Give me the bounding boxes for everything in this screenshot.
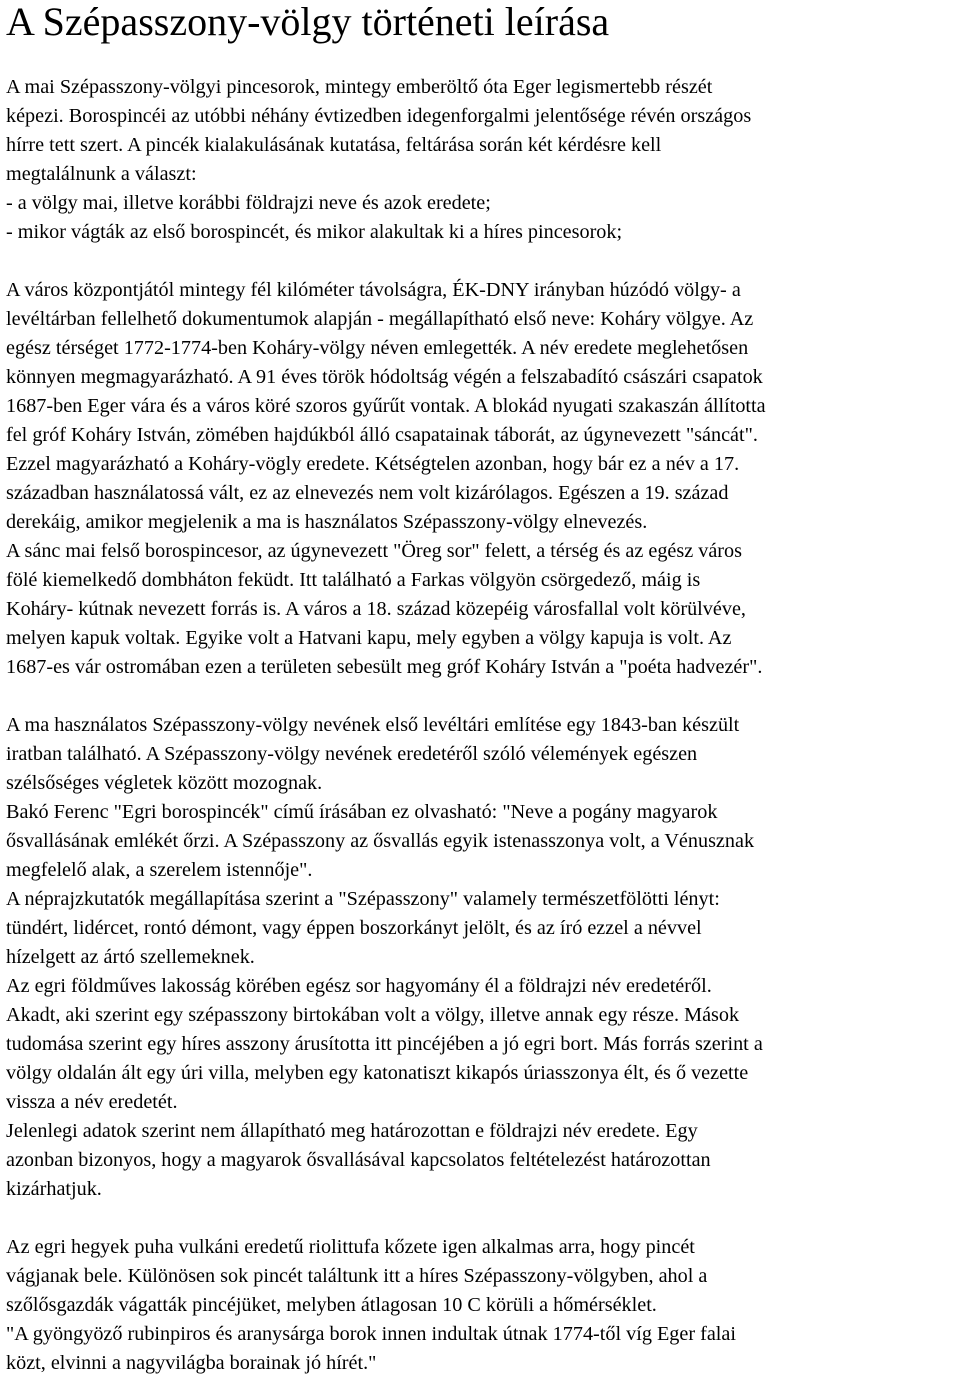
text-line: hízelgett az ártó szellemeknek. [6, 946, 255, 968]
text-line: megtalálnunk a választ: [6, 163, 197, 185]
text-line: fölé kiemelkedő dombháton feküdt. Itt található a Farkas völgyön csörgedező, máig is [6, 569, 701, 591]
text-line: képezi. Borospincéi az utóbbi néhány évtizedben idegenforgalmi jelentősége révén országos [6, 105, 752, 127]
text-line: egész térséget 1772-1774-ben Koháry-völgy néven emlegették. A név eredete meglehetősen [6, 337, 749, 359]
text-line: ősvallásának emlékét őrzi. A Szépasszony az ősvallás egyik istenasszonya volt, a Vénusznak [6, 830, 755, 852]
text-line: derekáig, amikor megjelenik a ma is használatos Szépasszony-völgy elnevezés. [6, 511, 648, 533]
text-line: 1687-ben Eger vára és a város köré szoros gyűrűt vontak. A blokád nyugati szakaszán állította [6, 395, 766, 417]
text-line: tündért, lidércet, rontó démont, vagy éppen boszorkányt jelölt, és az író ezzel a névvel [6, 917, 702, 939]
text-line: közt, elvinni a nagyvilágba borainak jó hírét." [6, 1352, 377, 1374]
text-line: megfelelő alak, a szerelem istennője". [6, 859, 313, 881]
text-line: völgy oldalán ált egy úri villa, melyben egy katonatiszt kikapós úriasszonya élt, és ő vezette [6, 1062, 749, 1084]
text-line: A mai Szépasszony-völgyi pincesorok, mintegy emberöltő óta Eger legismertebb részét [6, 76, 713, 98]
text-line: vágjanak bele. Különösen sok pincét találtunk itt a híres Szépasszony-völgyben, ahol a [6, 1265, 708, 1287]
paragraph [6, 276, 954, 682]
text-line: 1687-es vár ostromában ezen a területen sebesült meg gróf Koháry István a "poéta hadvezér". [6, 656, 763, 678]
text-line: azonban bizonyos, hogy a magyarok ősvallásával kapcsolatos feltételezést határozottan [6, 1149, 711, 1171]
text-line: A néprajzkutatók megállapítása szerint a "Szépasszony" valamely természetfölötti lényt: [6, 888, 720, 910]
text-line: vissza a név eredetét. [6, 1091, 178, 1113]
text-line: A sánc mai felső borospincesor, az úgynevezett "Öreg sor" felett, a térség és az egész város [6, 540, 742, 562]
text-line: Ezzel magyarázható a Koháry-vögly eredete. Kétségtelen azonban, hogy bár ez a név a 17. [6, 453, 740, 475]
text-line: hírre tett szert. A pincék kialakulásának kutatása, feltárása során két kérdésre kell [6, 134, 662, 156]
text-line: szélsőséges végletek között mozognak. [6, 772, 323, 794]
text-line: kizárhatjuk. [6, 1178, 102, 1200]
text-line: tudomása szerint egy híres asszony árusította itt pincéjében a jó egri bort. Más forrás szerint a [6, 1033, 763, 1055]
text-line: Akadt, aki szerint egy szépasszony birtokában volt a völgy, illetve annak egy része. Mások [6, 1004, 740, 1026]
text-line: Koháry- kútnak nevezett forrás is. A város a 18. század közepéig városfallal volt körülvéve, [6, 598, 746, 620]
text-line: - a völgy mai, illetve korábbi földrajzi neve és azok eredete; [6, 192, 491, 214]
text-line: Bakó Ferenc "Egri borospincék" című írásában ez olvasható: "Neve a pogány magyarok [6, 801, 718, 823]
text-line: "A gyöngyöző rubinpiros és aranysárga borok innen indultak útnak 1774-től víg Eger falai [6, 1323, 736, 1345]
text-line: fel gróf Koháry István, zömében hajdúkból álló csapatainak táborát, az úgynevezett "sáncát". [6, 424, 758, 446]
text-line: Az egri hegyek puha vulkáni eredetű riolittufa kőzete igen alkalmas arra, hogy pincét [6, 1236, 695, 1258]
text-line: században használatossá vált, ez az elnevezés nem volt kizárólagos. Egészen a 19. század [6, 482, 729, 504]
text-line: szőlősgazdák vágatták pincéjüket, melyben átlagosan 10 C körüli a hőmérséklet. [6, 1294, 657, 1316]
page-title: A Szépasszony-völgy történeti leírása [6, 0, 610, 44]
paragraph [6, 711, 954, 1204]
document-body [6, 73, 954, 1378]
text-line: könnyen megmagyarázható. A 91 éves török hódoltság végén a felszabadító császári csapatok [6, 366, 763, 388]
text-line: A város központjától mintegy fél kilóméter távolságra, ÉK-DNY irányban húzódó völgy- a [6, 279, 741, 301]
text-line: A ma használatos Szépasszony-völgy nevének első levéltári említése egy 1843-ban készült [6, 714, 740, 736]
paragraph [6, 73, 954, 247]
text-line: melyen kapuk voltak. Egyike volt a Hatvani kapu, mely egyben a völgy kapuja is volt. Az [6, 627, 732, 649]
paragraph [6, 1233, 954, 1378]
text-line: - mikor vágták az első borospincét, és mikor alakultak ki a híres pincesorok; [6, 221, 623, 243]
text-line: iratban található. A Szépasszony-völgy nevének eredetéről szóló vélemények egészen [6, 743, 698, 765]
text-line: Az egri földműves lakosság körében egész sor hagyomány él a földrajzi név eredetéről. [6, 975, 712, 997]
text-line: Jelenlegi adatok szerint nem állapítható meg határozottan e földrajzi név eredete. Egy [6, 1120, 698, 1142]
text-line: levéltárban fellelhető dokumentumok alapján - megállapítható első neve: Koháry völgye. Az [6, 308, 754, 330]
